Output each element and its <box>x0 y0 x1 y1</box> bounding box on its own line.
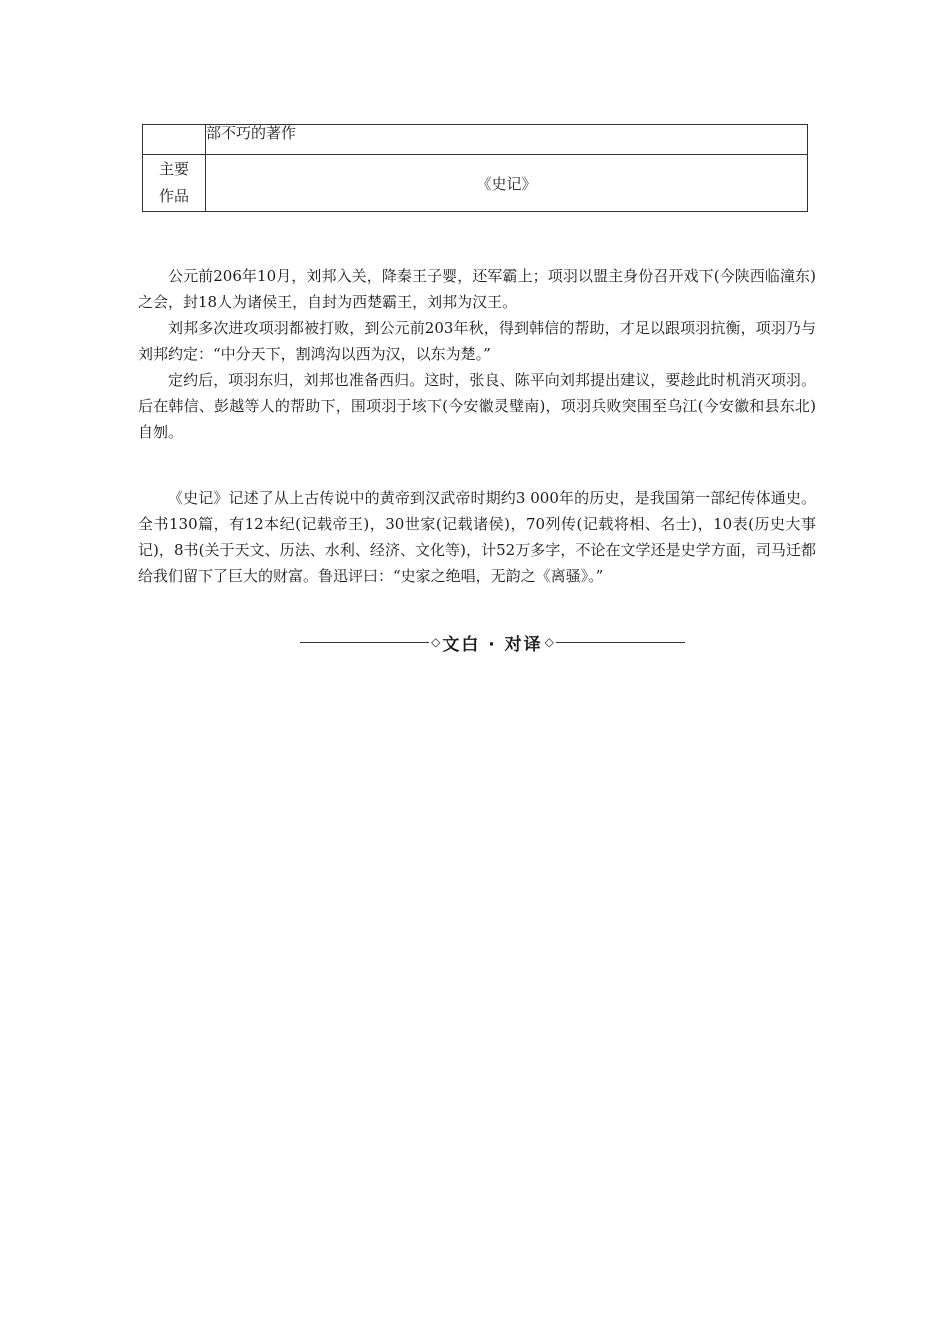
diamond-icon: ◇ <box>544 635 554 649</box>
paragraph: 公元前206年10月，刘邦入关，降秦王子婴，还军霸上；项羽以盟主身份召开戏下(今陕西临潼东)之会，封18人为诸侯王，自封为西楚霸王，刘邦为汉王。 <box>138 267 816 311</box>
historical-background <box>138 263 816 445</box>
table-row <box>143 125 808 155</box>
work-introduction <box>138 485 816 589</box>
diamond-icon: ◇ <box>431 635 441 649</box>
main-work-cell: 《史记》 <box>206 155 808 212</box>
paragraph: 定约后，项羽东归，刘邦也准备西归。这时，张良、陈平向刘邦提出建议，要趁此时机消灭项羽。后在韩信、彭越等人的帮助下，围项羽于垓下(今安徽灵璧南)，项羽兵败突围至乌江(今安徽和县东北)自刎。 <box>138 371 816 441</box>
label-works: 作品 <box>158 187 189 205</box>
table-continuation-cell: 部不巧的著作 <box>206 125 808 155</box>
label-main: 主要 <box>158 160 189 178</box>
divider <box>300 642 429 643</box>
table-row <box>143 155 808 212</box>
table-label-cell <box>143 155 206 212</box>
divider <box>556 642 685 643</box>
paragraph: 刘邦多次进攻项羽都被打败，到公元前203年秋，得到韩信的帮助，才足以跟项羽抗衡，项羽乃与刘邦约定：“中分天下，割鸿沟以西为汉，以东为楚。” <box>138 319 816 363</box>
author-info-table <box>142 124 808 212</box>
table-label-cell-empty <box>143 125 206 155</box>
section-heading <box>300 629 685 655</box>
paragraph: 《史记》记述了从上古传说中的黄帝到汉武帝时期约3 000年的历史，是我国第一部纪传体通史。全书130篇，有12本纪(记载帝王)，30世家(记载诸侯)，70列传(记载将相、名士)，10表(历史大事记)，8书(关于天文、历法、水利、经济、文化等)，计52万多字，不论在文学还是史学方面，司马迁都给我们留下了巨大的财富。鲁迅评曰：“史家之绝唱，无韵之《离骚》。” <box>138 489 816 585</box>
section-title: 文白 · 对译 <box>442 634 543 655</box>
